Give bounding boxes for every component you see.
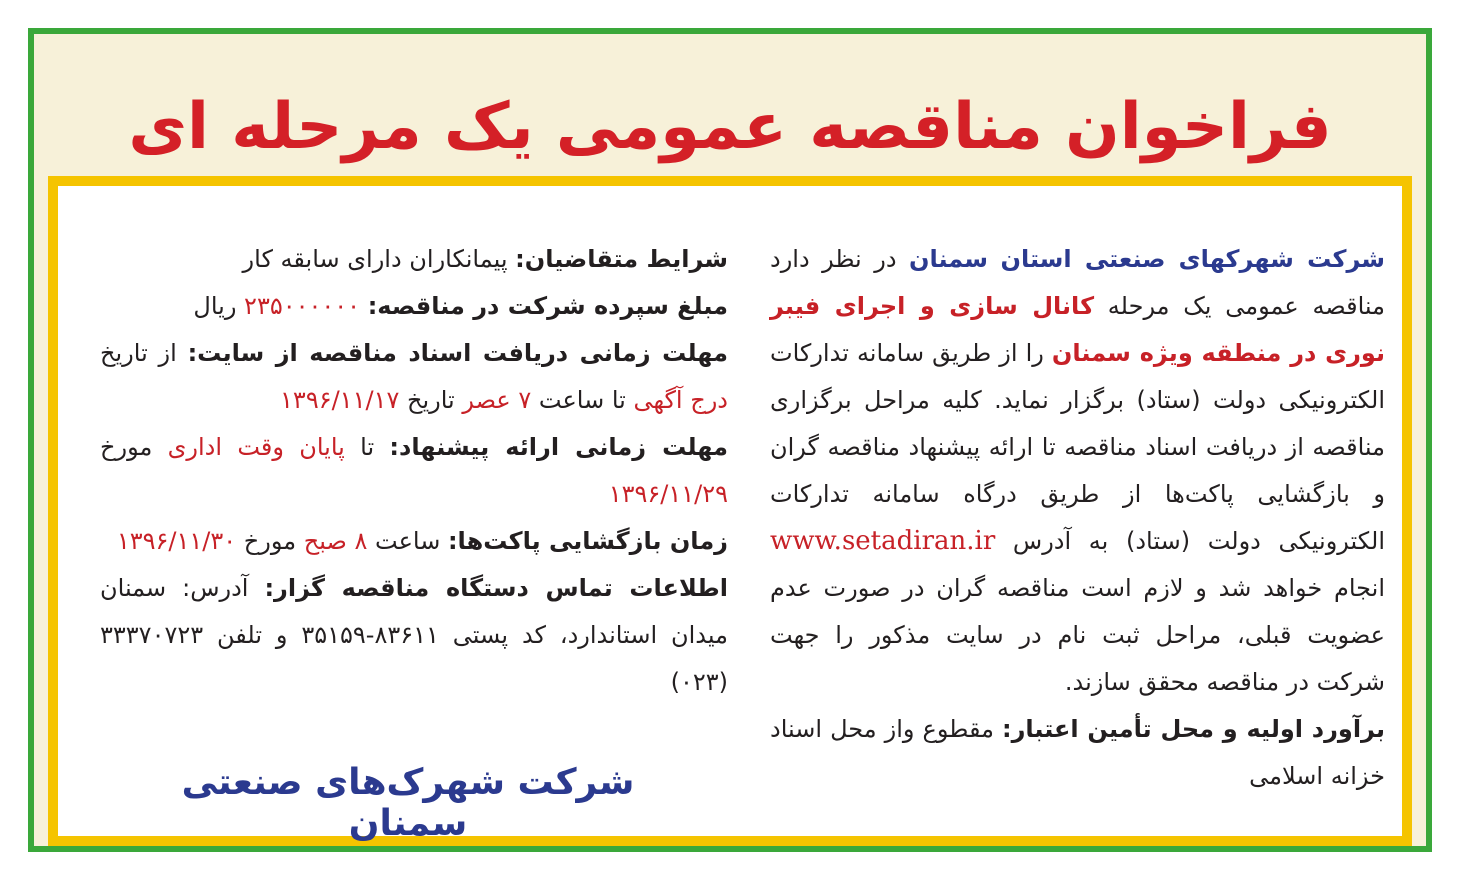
deposit-unit: ریال bbox=[193, 292, 245, 320]
opening-time: ۸ صبح bbox=[303, 527, 368, 555]
details-column bbox=[100, 236, 728, 706]
intro-text-3: انجام خواهد شد و لازم است مناقصه گران در صورت عدم عضویت قبلی، مراحل ثبت نام در سایت مذکور را جهت شرکت در مناقصه محقق سازند. bbox=[770, 574, 1385, 696]
conditions-value: پیمانکاران دارای سابقه کار bbox=[242, 245, 516, 273]
description-paragraph bbox=[770, 236, 1385, 706]
docs-deadline-label: مهلت زمانی دریافت اسناد مناقصه از سایت: bbox=[187, 339, 728, 367]
website-link[interactable]: www.setadiran.ir bbox=[770, 526, 996, 556]
conditions-label: شرایط متقاضیان: bbox=[515, 245, 728, 273]
contact-value: آدرس: سمنان میدان استاندارد، کد پستی ۸۳۶۱۱-۳۵۱۵۹ و تلفن ۳۳۳۷۰۷۲۳ (۰۲۳) bbox=[100, 574, 728, 696]
docs-ad: درج آگهی bbox=[633, 386, 728, 414]
project-title: کانال سازی و اجرای فیبر نوری در منطقه ویژه سمنان bbox=[770, 292, 1385, 367]
deposit-amount: ۲۳۵۰۰۰۰۰۰ bbox=[244, 292, 361, 320]
estimate-paragraph bbox=[770, 706, 1385, 800]
conditions-row bbox=[100, 236, 728, 283]
estimate-value: مقطوع واز محل اسناد خزانه اسلامی bbox=[770, 715, 1385, 790]
docs-deadline-row bbox=[100, 330, 728, 424]
docs-date: ۱۳۹۶/۱۱/۱۷ bbox=[280, 386, 400, 414]
opening-date: ۱۳۹۶/۱۱/۳۰ bbox=[116, 527, 237, 555]
company-name: شرکت شهرکهای صنعتی استان bbox=[1000, 245, 1385, 273]
opening-row bbox=[100, 518, 728, 565]
offer-date: ۱۳۹۶/۱۱/۲۹ bbox=[608, 480, 728, 508]
province-name: سمنان bbox=[909, 245, 988, 273]
docs-time: ۷ عصر bbox=[462, 386, 532, 414]
opening-dated: مورخ bbox=[236, 527, 304, 555]
outer-frame bbox=[28, 28, 1432, 852]
deposit-label: مبلغ سپرده شرکت در مناقصه: bbox=[367, 292, 728, 320]
docs-until: تا ساعت bbox=[531, 386, 634, 414]
deposit-row bbox=[100, 283, 728, 330]
docs-date-prefix: تاریخ bbox=[399, 386, 463, 414]
offer-deadline-row bbox=[100, 424, 728, 518]
description-column bbox=[770, 236, 1385, 800]
offer-deadline-label: مهلت زمانی ارائه پیشنهاد: bbox=[389, 433, 728, 461]
offer-until: تا bbox=[344, 433, 390, 461]
intro-text-2: را از طریق سامانه تدارکات الکترونیکی دولت (ستاد) برگزار نماید. کلیه مراحل برگزاری مناقصه از دریافت اسناد مناقصه تا ارائه پیشنهاد مناقصه گران و بازگشایی پاکت‌ها از طریق درگاه سامانه تدارکات الکترونیکی دولت (ستاد) به آدرس bbox=[770, 339, 1385, 555]
docs-from: از تاریخ bbox=[100, 339, 188, 367]
estimate-label: برآورد اولیه و محل تأمین اعتبار: bbox=[1001, 715, 1385, 743]
intro-text-1: در نظر دارد مناقصه عمومی یک مرحله bbox=[770, 245, 1385, 320]
offer-end: پایان وقت اداری bbox=[167, 433, 345, 461]
offer-dated: مورخ bbox=[100, 433, 168, 461]
opening-label: زمان بازگشایی پاکت‌ها: bbox=[447, 527, 728, 555]
contact-label: اطلاعات تماس دستگاه مناقصه گزار: bbox=[264, 574, 728, 602]
notice-title: فراخوان مناقصه عمومی یک مرحله ای bbox=[128, 90, 1332, 164]
signature: شرکت شهرک‌های صنعتی سمنان bbox=[181, 762, 635, 844]
content-frame bbox=[48, 176, 1412, 846]
contact-row bbox=[100, 565, 728, 706]
opening-time-prefix: ساعت bbox=[367, 527, 448, 555]
